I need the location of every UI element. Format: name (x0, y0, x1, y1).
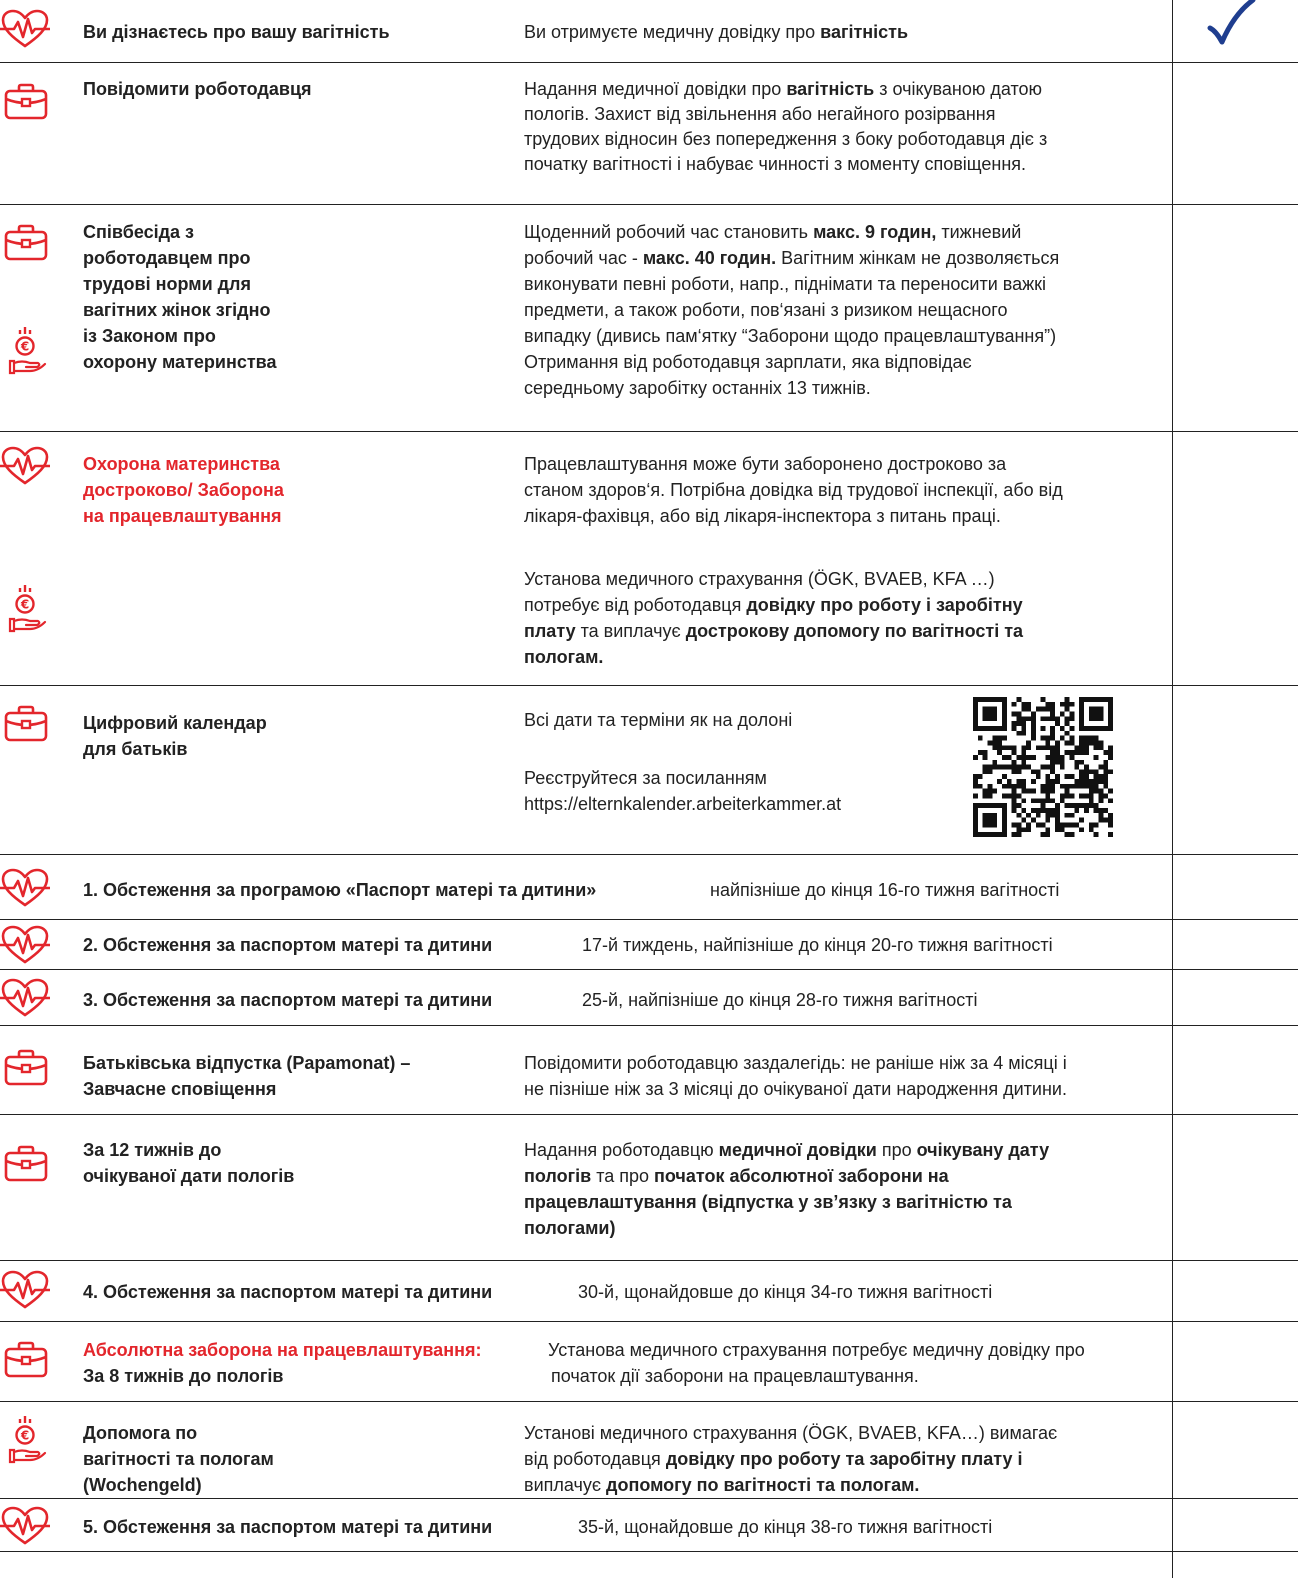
row-description: Всі дати та терміни як на долоні (524, 710, 793, 730)
euro-hand-icon (8, 1414, 48, 1466)
row-divider (0, 1321, 1298, 1322)
row-title: 3. Обстеження за паспортом матері та дитини (83, 990, 493, 1010)
row-description: Надання роботодавцю медичної довідки про очікувану дату пологів та про початок абсолютної заборони на працевлаштування (відпустка у зв’язку з вагітністю та пологами) (524, 1140, 1050, 1238)
row-description: Щоденний робочий час становить макс. 9 годин, тижневий робочий час - макс. 40 годин. Вагітним жінкам не дозволяється виконувати певні роботи, напр., піднімати та переносити важкі предмети, а також роботи, пов‘язані з ризиком нещасного випадку (дивись пам‘ятку “Заборони щодо працевлаштування”) Отримання від роботодавця зарплати, яка відповідає середньому заробітку останніх 13 тижнів. (524, 222, 1060, 398)
row-description: 30-й, щонайдовше до кінця 34-го тижня вагітності (578, 1282, 993, 1302)
heartbeat-icon (0, 1270, 50, 1310)
row-divider (0, 685, 1298, 686)
row-title: Охорона материнства достроково/ Заборона на працевлаштування (83, 454, 284, 526)
row-title: За 12 тижнів до очікуваної дати пологів (83, 1140, 295, 1186)
euro-hand-icon (8, 325, 48, 377)
briefcase-icon (4, 1144, 48, 1182)
row-title: 1. Обстеження за програмою «Паспорт матері та дитини» (83, 880, 597, 900)
row-title: Повідомити роботодавця (83, 79, 312, 99)
row-description: початок дії заборони на працевлаштування. (551, 1366, 919, 1386)
heartbeat-icon (0, 1506, 50, 1546)
briefcase-icon (4, 223, 48, 261)
heartbeat-icon (0, 9, 50, 49)
row-title: Батьківська відпустка (Papamonat) – Завчасне сповіщення (83, 1053, 411, 1099)
row-title: Цифровий календар для батьків (83, 713, 267, 759)
row-divider (0, 854, 1298, 855)
row-description: Установі медичного страхування (ÖGK, BVAEB, KFA…) вимагає від роботодавця довідку про роботу та заробітну плату і виплачує допомогу по вагітності та пологам. (524, 1423, 1058, 1495)
row-description: Установа медичного страхування потребує медичну довідку про (548, 1340, 1085, 1360)
row-divider (0, 969, 1298, 970)
row-description: Працевлаштування може бути заборонено достроково за станом здоров‘я. Потрібна довідка від трудової інспекції, або від лікаря-фахівця, або від лікаря-інспектора з питань праці. (524, 454, 1063, 526)
briefcase-icon (4, 1048, 48, 1086)
row-title: 5. Обстеження за паспортом матері та дитини (83, 1517, 493, 1537)
row-title: Співбесіда з роботодавцем про трудові норми для вагітних жінок згідно із Законом про охорону материнства (83, 222, 277, 372)
row-description: 35-й, щонайдовше до кінця 38-го тижня вагітності (578, 1517, 993, 1537)
row-divider (0, 1498, 1298, 1499)
row-divider (0, 62, 1298, 63)
row-title: Ви дізнаєтесь про вашу вагітність (83, 22, 390, 42)
heartbeat-icon (0, 978, 50, 1018)
briefcase-icon (4, 82, 48, 120)
heartbeat-icon (0, 925, 50, 965)
row-divider (0, 1401, 1298, 1402)
row-divider (0, 1114, 1298, 1115)
row-description: Установа медичного страхування (ÖGK, BVAEB, KFA …) потребує від роботодавця довідку про роботу і заробітну плату та виплачує дострокову допомогу по вагітності та пологам. (524, 569, 1024, 667)
row-description: найпізніше до кінця 16-го тижня вагітності (710, 880, 1060, 900)
row-title: 4. Обстеження за паспортом матері та дитини (83, 1282, 493, 1302)
column-divider (1172, 0, 1173, 1578)
briefcase-icon (4, 1340, 48, 1378)
row-divider (0, 431, 1298, 432)
row-title: Допомога по вагітності та пологам (Wochengeld) (83, 1423, 274, 1495)
row-divider (0, 919, 1298, 920)
row-description: Надання медичної довідки про вагітність з очікуваною датою пологів. Захист від звільнення або негайного розірвання трудових відносин без попередження з боку роботодавця діє з початку вагітності і набуває чинності з моменту сповіщення. (524, 79, 1048, 174)
row-divider (0, 1260, 1298, 1261)
row-description: 25-й, найпізніше до кінця 28-го тижня вагітності (582, 990, 978, 1010)
row-title: Абсолютна заборона на працевлаштування: За 8 тижнів до пологів (83, 1340, 482, 1386)
row-divider (0, 1025, 1298, 1026)
heartbeat-icon (0, 868, 50, 908)
briefcase-icon (4, 704, 48, 742)
row-title: 2. Обстеження за паспортом матері та дитини (83, 935, 493, 955)
row-description: Ви отримуєте медичну довідку про вагітність (524, 22, 909, 42)
checkmark-icon (1206, 0, 1256, 46)
euro-hand-icon (8, 583, 48, 635)
row-divider (0, 204, 1298, 205)
row-description: Реєструйтеся за посиланням https://elternkalender.arbeiterkammer.at (524, 765, 841, 817)
row-divider (0, 1551, 1298, 1552)
heartbeat-icon (0, 446, 50, 486)
qr-code (973, 697, 1113, 837)
row-description: Повідомити роботодавцю заздалегідь: не раніше ніж за 4 місяці і не пізніше ніж за 3 місяці до очікуваної дати народження дитини. (524, 1053, 1067, 1099)
registration-link[interactable]: https://elternkalender.arbeiterkammer.at (524, 794, 842, 814)
row-description: 17-й тиждень, найпізніше до кінця 20-го тижня вагітності (582, 935, 1053, 955)
